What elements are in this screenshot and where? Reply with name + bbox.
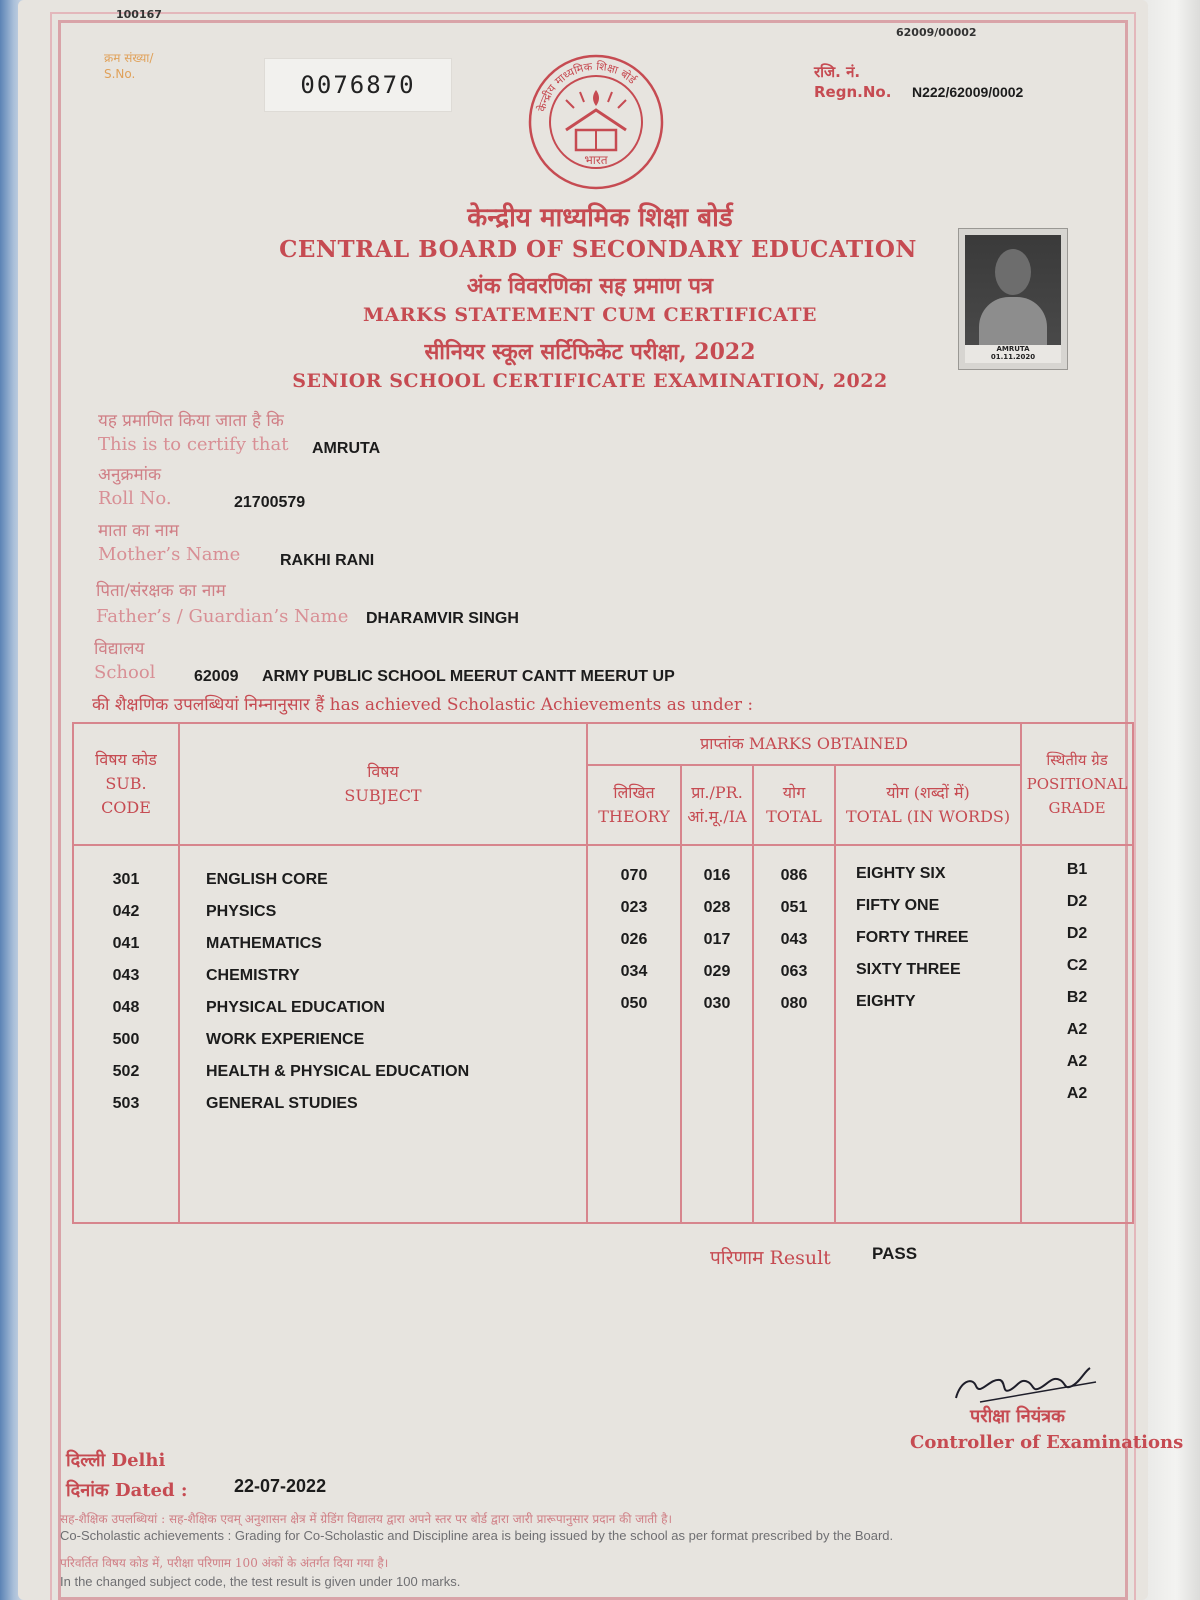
header-marks-obtained: प्राप्तांक MARKS OBTAINED [587,723,1021,765]
student-photo [958,228,1068,370]
col-theory [587,845,681,1223]
header-sub-code [73,723,179,845]
achievement-line [92,692,753,715]
board-title-hindi: केन्द्रीय माध्यमिक शिक्षा बोर्ड [467,203,733,233]
serial-stamp [104,50,153,82]
photo-caption-name: AMRUTA [996,345,1030,353]
regn-label-en: Regn.No. [814,83,892,101]
theory-marks: 050 [620,995,648,1012]
achievement-en: has achieved Scholastic Achievements as under : [329,695,754,715]
sub-code: 301 [112,871,140,888]
sub-code: 500 [112,1031,140,1048]
positional-grade: B2 [1066,989,1088,1006]
serial-stamp-line1: क्रम संख्या/ [104,51,154,65]
school-code: 62009 [194,668,239,685]
school-label: School [94,662,156,683]
serial-number: 0076870 [264,58,452,112]
positional-grade: D2 [1066,893,1088,910]
footnote1-hi: सह-शैक्षिक उपलब्धियां : सह-शैक्षिक एवम् अनुशासन क्षेत्र में ग्रेडिंग विद्यालय द्वारा अपने स्तर पर बोर्ड द्वारा जारी प्रारूपानुसार प्रदान की जाती है। [60,1512,672,1526]
footnote2: In the changed subject code, the test result is given under 100 marks. [60,1574,461,1589]
theory-marks: 034 [620,963,648,980]
header-subject [179,723,587,845]
col-practical [681,845,753,1223]
header-total [753,765,835,845]
positional-grade: B1 [1066,861,1088,878]
positional-grade: A2 [1066,1021,1088,1038]
subject-name: PHYSICS [206,903,277,920]
mother-label-hi: माता का नाम [98,521,179,541]
seal-text-top: केन्द्रीय माध्यमिक शिक्षा बोर्ड [535,59,639,114]
subject-name: HEALTH & PHYSICAL EDUCATION [206,1063,470,1080]
header-theory-hi: लिखित [613,783,655,802]
regn-label-hi: रजि. नं. [814,63,861,81]
footnote2-hi: परिवर्तित विषय कोड में, परीक्षा परिणाम 100 अंकों के अंतर्गत दिया गया है। [60,1556,389,1570]
subject-name: PHYSICAL EDUCATION [206,999,385,1016]
theory-marks: 070 [620,867,648,884]
header-grade [1021,723,1133,845]
total-in-words: EIGHTY [856,993,916,1010]
subject-name: MATHEMATICS [206,935,322,952]
sub-code: 041 [112,935,140,952]
total-in-words: EIGHTY SIX [856,865,946,882]
school-label-hi: विद्यालय [94,639,145,659]
practical-marks: 028 [703,899,731,916]
header-practical [681,765,753,845]
father-name: DHARAMVIR SINGH [366,610,519,627]
serial-stamp-line2: S.No. [104,67,136,81]
result-label: परिणाम Result [710,1247,831,1269]
header-total-words-en: TOTAL (IN WORDS) [845,807,1011,826]
regn-label [814,62,891,102]
total-in-words: FORTY THREE [856,929,969,946]
regn-number: N222/62009/0002 [912,84,1024,100]
place [66,1448,165,1472]
school-name: ARMY PUBLIC SCHOOL MEERUT CANTT MEERUT UP [262,668,675,685]
header-theory-en: THEORY [598,807,670,826]
roll-label-hi: अनुक्रमांक [98,465,162,485]
positional-grade: D2 [1066,925,1088,942]
practical-marks: 016 [703,867,731,884]
col-sub-code [73,845,179,1223]
positional-grade: A2 [1066,1085,1088,1102]
issue-date: 22-07-2022 [234,1476,327,1496]
header-theory [587,765,681,845]
certify-label: This is to certify that [98,434,289,455]
header-total-words [835,765,1021,845]
sub-code: 043 [112,967,140,984]
sub-code: 502 [112,1063,140,1080]
header-grade-en-2: GRADE [1048,799,1106,817]
mother-name: RAKHI RANI [280,552,375,569]
exam-title: SENIOR SCHOOL CERTIFICATE EXAMINATION, 2022 [292,370,888,392]
statement-title: MARKS STATEMENT CUM CERTIFICATE [363,304,817,326]
header-subject-hi: विषय [367,762,399,781]
header-total-en: TOTAL [766,807,822,826]
subject-name: GENERAL STUDIES [206,1095,358,1112]
photo-image [965,235,1061,359]
achievement-hi: की शैक्षणिक उपलब्धियां निम्नानुसार हैं [92,695,325,715]
exam-title-hindi: सीनियर स्कूल सर्टिफिकेट परीक्षा, 2022 [424,339,756,365]
controller-title-hi: परीक्षा नियंत्रक [970,1406,1065,1427]
col-total-words [835,845,1021,1223]
practical-marks: 017 [703,931,731,948]
result-value: PASS [872,1244,918,1263]
controller-title: Controller of Examinations [910,1432,1184,1453]
seal-text-bottom: भारत [584,153,608,167]
sub-code: 503 [112,1095,140,1112]
header-grade-hi: स्थितीय ग्रेड [1046,751,1108,769]
sub-code: 048 [112,999,140,1016]
subject-name: CHEMISTRY [206,967,300,984]
header-subject-en: SUBJECT [344,786,422,805]
statement-title-hindi: अंक विवरणिका सह प्रमाण पत्र [466,273,714,299]
roll-label: Roll No. [98,488,172,509]
theory-marks: 023 [620,899,648,916]
total-in-words: FIFTY ONE [856,897,940,914]
total-marks: 063 [780,963,808,980]
roll-number: 21700579 [234,494,306,511]
dated-label: दिनांक Dated : [66,1480,188,1501]
father-label-hi: पिता/संरक्षक का नाम [96,581,226,601]
marks-table [72,722,1134,1224]
col-subject [179,845,587,1223]
header-sub-code-en-2: CODE [101,798,151,817]
practical-marks: 029 [703,963,731,980]
total-in-words: SIXTY THREE [856,961,961,978]
theory-marks: 026 [620,931,648,948]
col-grade [1021,845,1133,1223]
header-sub-code-en-1: SUB. [105,774,147,793]
cbse-seal-icon [526,52,666,192]
father-label: Father’s / Guardian’s Name [96,606,349,627]
header-total-hi: योग [782,783,806,802]
total-marks: 086 [780,867,808,884]
header-practical-hi: प्रा./PR. [691,783,743,802]
footnote1: Co-Scholastic achievements : Grading for Co-Scholastic and Discipline area is being issued by the school as per format prescribed by the Board. [60,1528,894,1543]
total-marks: 043 [780,931,808,948]
board-title: CENTRAL BOARD OF SECONDARY EDUCATION [279,236,917,263]
student-name: AMRUTA [312,440,381,457]
header-grade-en-1: POSITIONAL [1026,775,1128,793]
header-sub-code-hi: विषय कोड [95,750,157,769]
corner-code: 62009/00002 [896,26,977,39]
header-total-words-hi: योग (शब्दों में) [886,783,970,802]
certify-label-hi: यह प्रमाणित किया जाता है कि [98,411,284,431]
total-marks: 051 [780,899,808,916]
photo-caption-date: 01.11.2020 [990,353,1036,361]
sub-code: 042 [112,903,140,920]
practical-marks: 030 [703,995,731,1012]
controller-signature [950,1352,1100,1412]
total-marks: 080 [780,995,808,1012]
place-en: Delhi [111,1450,166,1471]
positional-grade: C2 [1066,957,1088,974]
subject-name: WORK EXPERIENCE [206,1031,365,1048]
mother-label: Mother’s Name [98,544,241,565]
photo-caption [965,345,1061,363]
place-hi: दिल्ली [66,1450,106,1471]
positional-grade: A2 [1066,1053,1088,1070]
document-number: 100167 [116,8,162,21]
header-practical-en: आं.मू./IA [687,807,747,826]
subject-name: ENGLISH CORE [206,871,328,888]
col-total [753,845,835,1223]
